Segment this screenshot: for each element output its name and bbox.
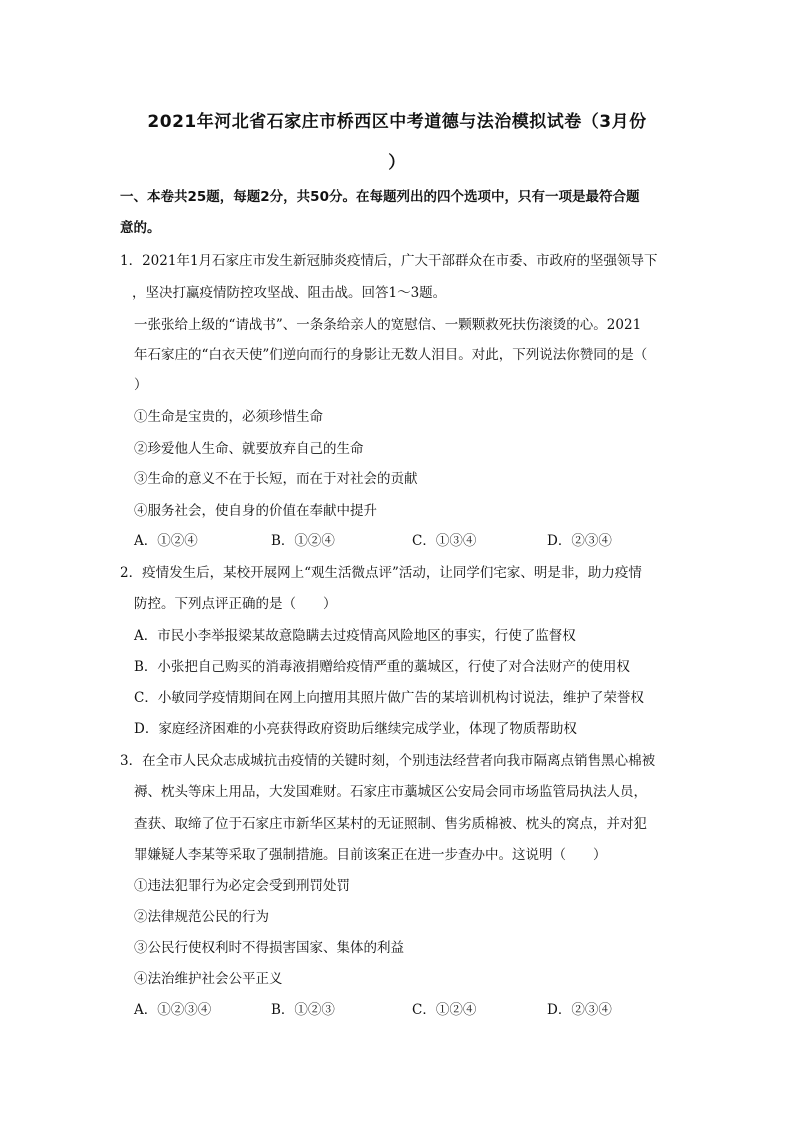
question-3-statement-3: ③公民行使权利时不得损害国家、集体的利益 <box>134 940 404 956</box>
question-3-stem-line: 褥、枕头等床上用品，大发国难财。石家庄市藁城区公安局会同市场监管局执法人员， <box>134 784 647 800</box>
exam-title-continued: ） <box>388 153 406 173</box>
section-instructions: 一、本卷共25题，每题2分，共50分。在每题列出的四个选项中，只有一项是最符合题 <box>120 189 640 205</box>
question-1-statement-2: ②珍爱他人生命、就要放弃自己的生命 <box>134 441 364 457</box>
question-2-stem: 2．疫情发生后，某校开展网上“观生活微点评”活动，让同学们宅家、明是非，助力疫情 <box>120 565 642 581</box>
question-1-option-c[interactable]: C．①③④ <box>412 533 477 549</box>
section-instructions-continued: 意的。 <box>120 220 161 236</box>
question-1-statement-4: ④服务社会，使自身的价值在奉献中提升 <box>134 503 377 519</box>
question-3-statement-4: ④法治维护社会公平正义 <box>134 971 283 987</box>
exam-title: 2021年河北省石家庄市桥西区中考道德与法治模拟试卷（3月份 <box>147 112 647 132</box>
question-1-statement-1: ①生命是宝贵的，必须珍惜生命 <box>134 409 323 425</box>
question-1-stem-line: ，坚决打赢疫情防控攻坚战、阻击战。回答1～3题。 <box>132 285 447 301</box>
question-3-option-a[interactable]: A．①②③④ <box>134 1002 212 1018</box>
question-2-option-d[interactable]: D．家庭经济困难的小亮获得政府资助后继续完成学业，体现了物质帮助权 <box>134 721 577 737</box>
question-3-option-b[interactable]: B．①②③ <box>271 1002 335 1018</box>
question-3-statement-1: ①违法犯罪行为必定会受到刑罚处罚 <box>134 878 350 894</box>
question-3-stem-line: 罪嫌疑人李某等采取了强制措施。目前该案正在进一步查办中。这说明（ ） <box>134 847 607 863</box>
question-3-stem-line: 查获、取缔了位于石家庄市新华区某村的无证照制、售劣质棉被、枕头的窝点，并对犯 <box>134 816 647 832</box>
question-2-option-a[interactable]: A．市民小李举报梁某故意隐瞒去过疫情高风险地区的事实，行使了监督权 <box>134 628 576 644</box>
question-1-passage: 一张张给上级的“请战书”、一条条给亲人的宽慰信、一颗颗救死扶伤滚烫的心。2021 <box>134 317 642 333</box>
question-3-stem: 3．在全市人民众志成城抗击疫情的关键时刻，个别违法经营者向我市隔离点销售黑心棉被 <box>120 753 656 769</box>
question-1-statement-3: ③生命的意义不在于长短，而在于对社会的贡献 <box>134 471 418 487</box>
question-2-stem-line: 防控。下列点评正确的是（ ） <box>134 596 337 612</box>
question-3-option-c[interactable]: C．①②④ <box>412 1002 477 1018</box>
question-2-option-c[interactable]: C．小敏同学疫情期间在网上向擅用其照片做广告的某培训机构讨说法，维护了荣誉权 <box>134 690 644 706</box>
question-3-option-d[interactable]: D．②③④ <box>547 1002 612 1018</box>
question-1-passage-line: 年石家庄的“白衣天使”们逆向而行的身影让无数人泪目。对此，下列说法你赞同的是（ <box>134 347 648 363</box>
question-1-option-d[interactable]: D．②③④ <box>547 533 612 549</box>
question-1-passage-line: ） <box>134 377 148 393</box>
question-1-stem: 1．2021年1月石家庄市发生新冠肺炎疫情后，广大干部群众在市委、市政府的坚强领导下 <box>120 253 658 269</box>
question-1-option-a[interactable]: A．①②④ <box>134 533 198 549</box>
question-2-option-b[interactable]: B．小张把自己购买的消毒液捐赠给疫情严重的藁城区，行使了对合法财产的使用权 <box>134 659 630 675</box>
question-1-option-b[interactable]: B．①②④ <box>271 533 335 549</box>
question-3-statement-2: ②法律规范公民的行为 <box>134 909 269 925</box>
